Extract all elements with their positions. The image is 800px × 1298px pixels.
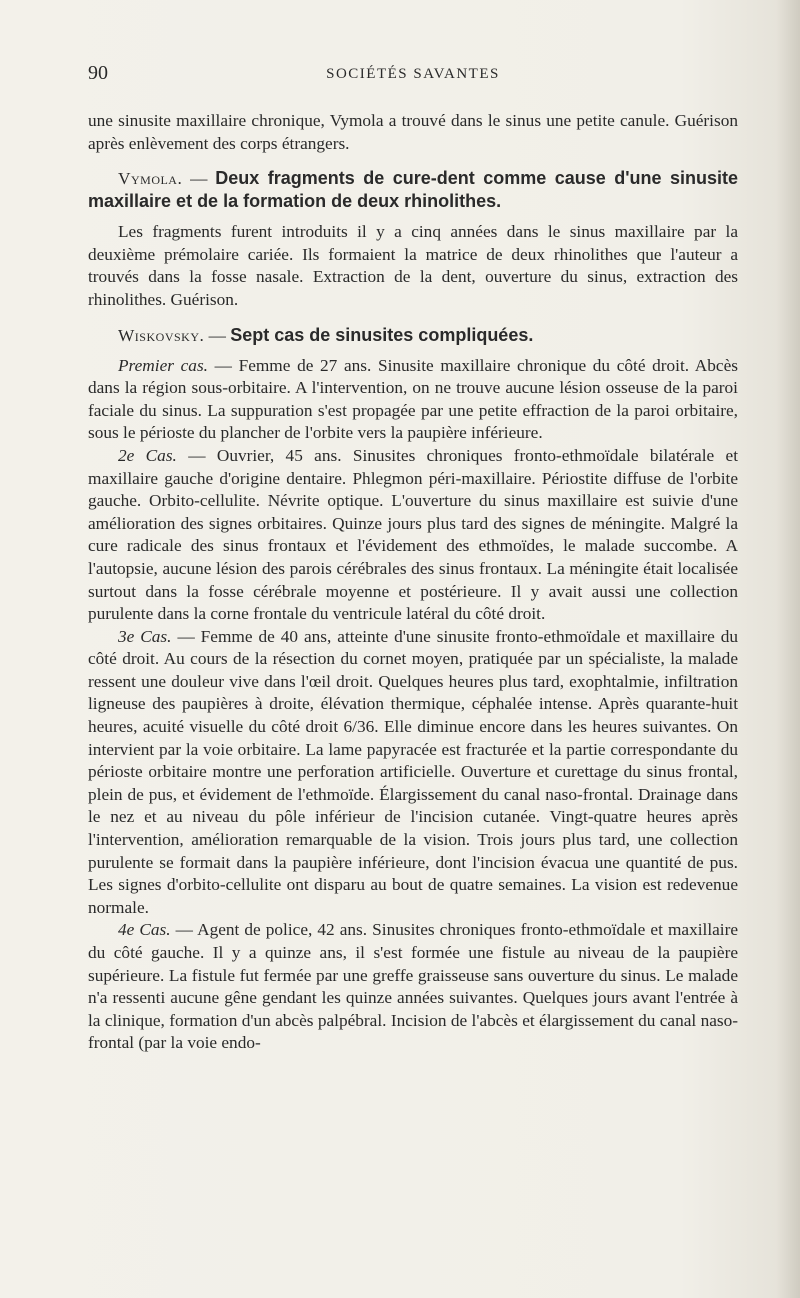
article-heading-vymola	[88, 167, 738, 213]
case-label: 2e Cas.	[118, 445, 177, 465]
case-text: — Femme de 40 ans, atteinte d'une sinusite fronto-ethmoïdale et maxillaire du côté droit. Au cours de la résection du cornet moyen, pratiquée par un spécialiste, la malade ressent une douleur vive dans l'œil droit. Quelques heures plus tard, exophtalmie, infiltration ligneuse des paupières à droite, élévation thermique, céphalée intense. Après quarante-huit heures, acuité visuelle du côté droit 6/36. Elle diminue encore dans les heures suivantes. On intervient par la voie orbitaire. La lame papyracée est fracturée et la partie correspondante du périoste orbitaire montre une perforation artificielle. Ouverture et curettage du sinus frontal, plein de pus, et évidement de l'ethmoïde. Élargissement du canal naso-frontal. Drainage dans le nez et au niveau du pôle inférieur de l'incision cutanée. Vingt-quatre heures après l'intervention, amélioration remarquable de la vision. Trois jours plus tard, une collection purulente se formait dans la paupière inférieure, dont l'incision évacua une quantité de pus. Les signes d'orbito-cellulite ont disparu au bout de quatre semaines. La vision est redevenue normale.	[88, 626, 738, 917]
running-head: SOCIÉTÉS SAVANTES	[326, 66, 500, 82]
author-name: Vymola.	[118, 169, 183, 189]
case-text: — Ouvrier, 45 ans. Sinusites chroniques fronto-ethmoïdale bilatérale et maxillaire gauche d'origine dentaire. Phlegmon péri-maxillaire. Périostite diffuse de l'orbite gauche. Orbito-cellulite. Névrite optique. L'ouverture du sinus maxillaire est suivie d'une amélioration des signes orbitaires. Quinze jours plus tard des signes de méningite. Malgré la cure radicale des sinus frontaux et l'évidement des ethmoïdes, le malade succombe. A l'autopsie, aucune lésion des parois cérébrales des sinus frontaux. La méningite était localisée surtout dans la fosse cérébrale moyenne et postérieure. Il y avait aussi une collection purulente dans la corne frontale du ventricule latéral du côté droit.	[88, 445, 739, 624]
heading-dash: —	[182, 169, 216, 189]
page-header	[88, 62, 738, 92]
page-number: 90	[88, 62, 108, 84]
body-text	[88, 110, 738, 1055]
case-paragraph-1	[88, 355, 738, 445]
continuation-paragraph: une sinusite maxillaire chronique, Vymola a trouvé dans le sinus une petite canule. Guérison après enlèvement des corps étrangers.	[88, 111, 738, 153]
article-body-vymola: Les fragments furent introduits il y a cinq années dans le sinus maxillaire par la deuxième prémolaire cariée. Ils formaient la matrice de deux rhinolithes que l'auteur a trouvés dans la fosse nasale. Extraction de la dent, ouverture du sinus, extraction des rhinolithes. Guérison.	[88, 222, 738, 309]
case-paragraph-3	[88, 626, 738, 920]
author-name: Wiskovsky.	[118, 325, 205, 345]
heading-dash: —	[204, 325, 231, 345]
case-text: — Agent de police, 42 ans. Sinusites chroniques fronto-ethmoïdale et maxillaire du côté gauche. Il y a quinze ans, il s'est formée une fistule au niveau de la paupière supérieure. La fistule fut fermée par une greffe graisseuse sans ouverture du sinus. Le malade n'a ressenti aucune gêne gendant les quinze années suivantes. Quelques jours avant l'entrée à la clinique, formation d'un abcès palpébral. Incision de l'abcès et élargissement du canal naso-frontal (par la voie endo-	[88, 920, 739, 1053]
article-title: Deux fragments de cure-dent comme cause d'une sinusite maxillaire et de la formation de deux rhinolithes.	[88, 168, 739, 212]
case-label: 4e Cas.	[118, 920, 171, 940]
case-paragraph-4	[88, 919, 738, 1055]
case-paragraph-2	[88, 445, 738, 626]
case-text: — Femme de 27 ans. Sinusite maxillaire chronique du côté droit. Abcès dans la région sous-orbitaire. A l'intervention, on ne trouve aucune lésion osseuse de la paroi faciale du sinus. La suppuration s'est propagée par une petite effraction de la paroi orbitaire, sous le périoste du plancher de l'orbite vers la paupière inférieure.	[88, 355, 738, 443]
case-label: Premier cas.	[118, 355, 208, 375]
article-heading-wiskovsky	[88, 324, 738, 347]
article-title: Sept cas de sinusites compliquées.	[230, 324, 534, 345]
case-label: 3e Cas.	[118, 626, 172, 646]
